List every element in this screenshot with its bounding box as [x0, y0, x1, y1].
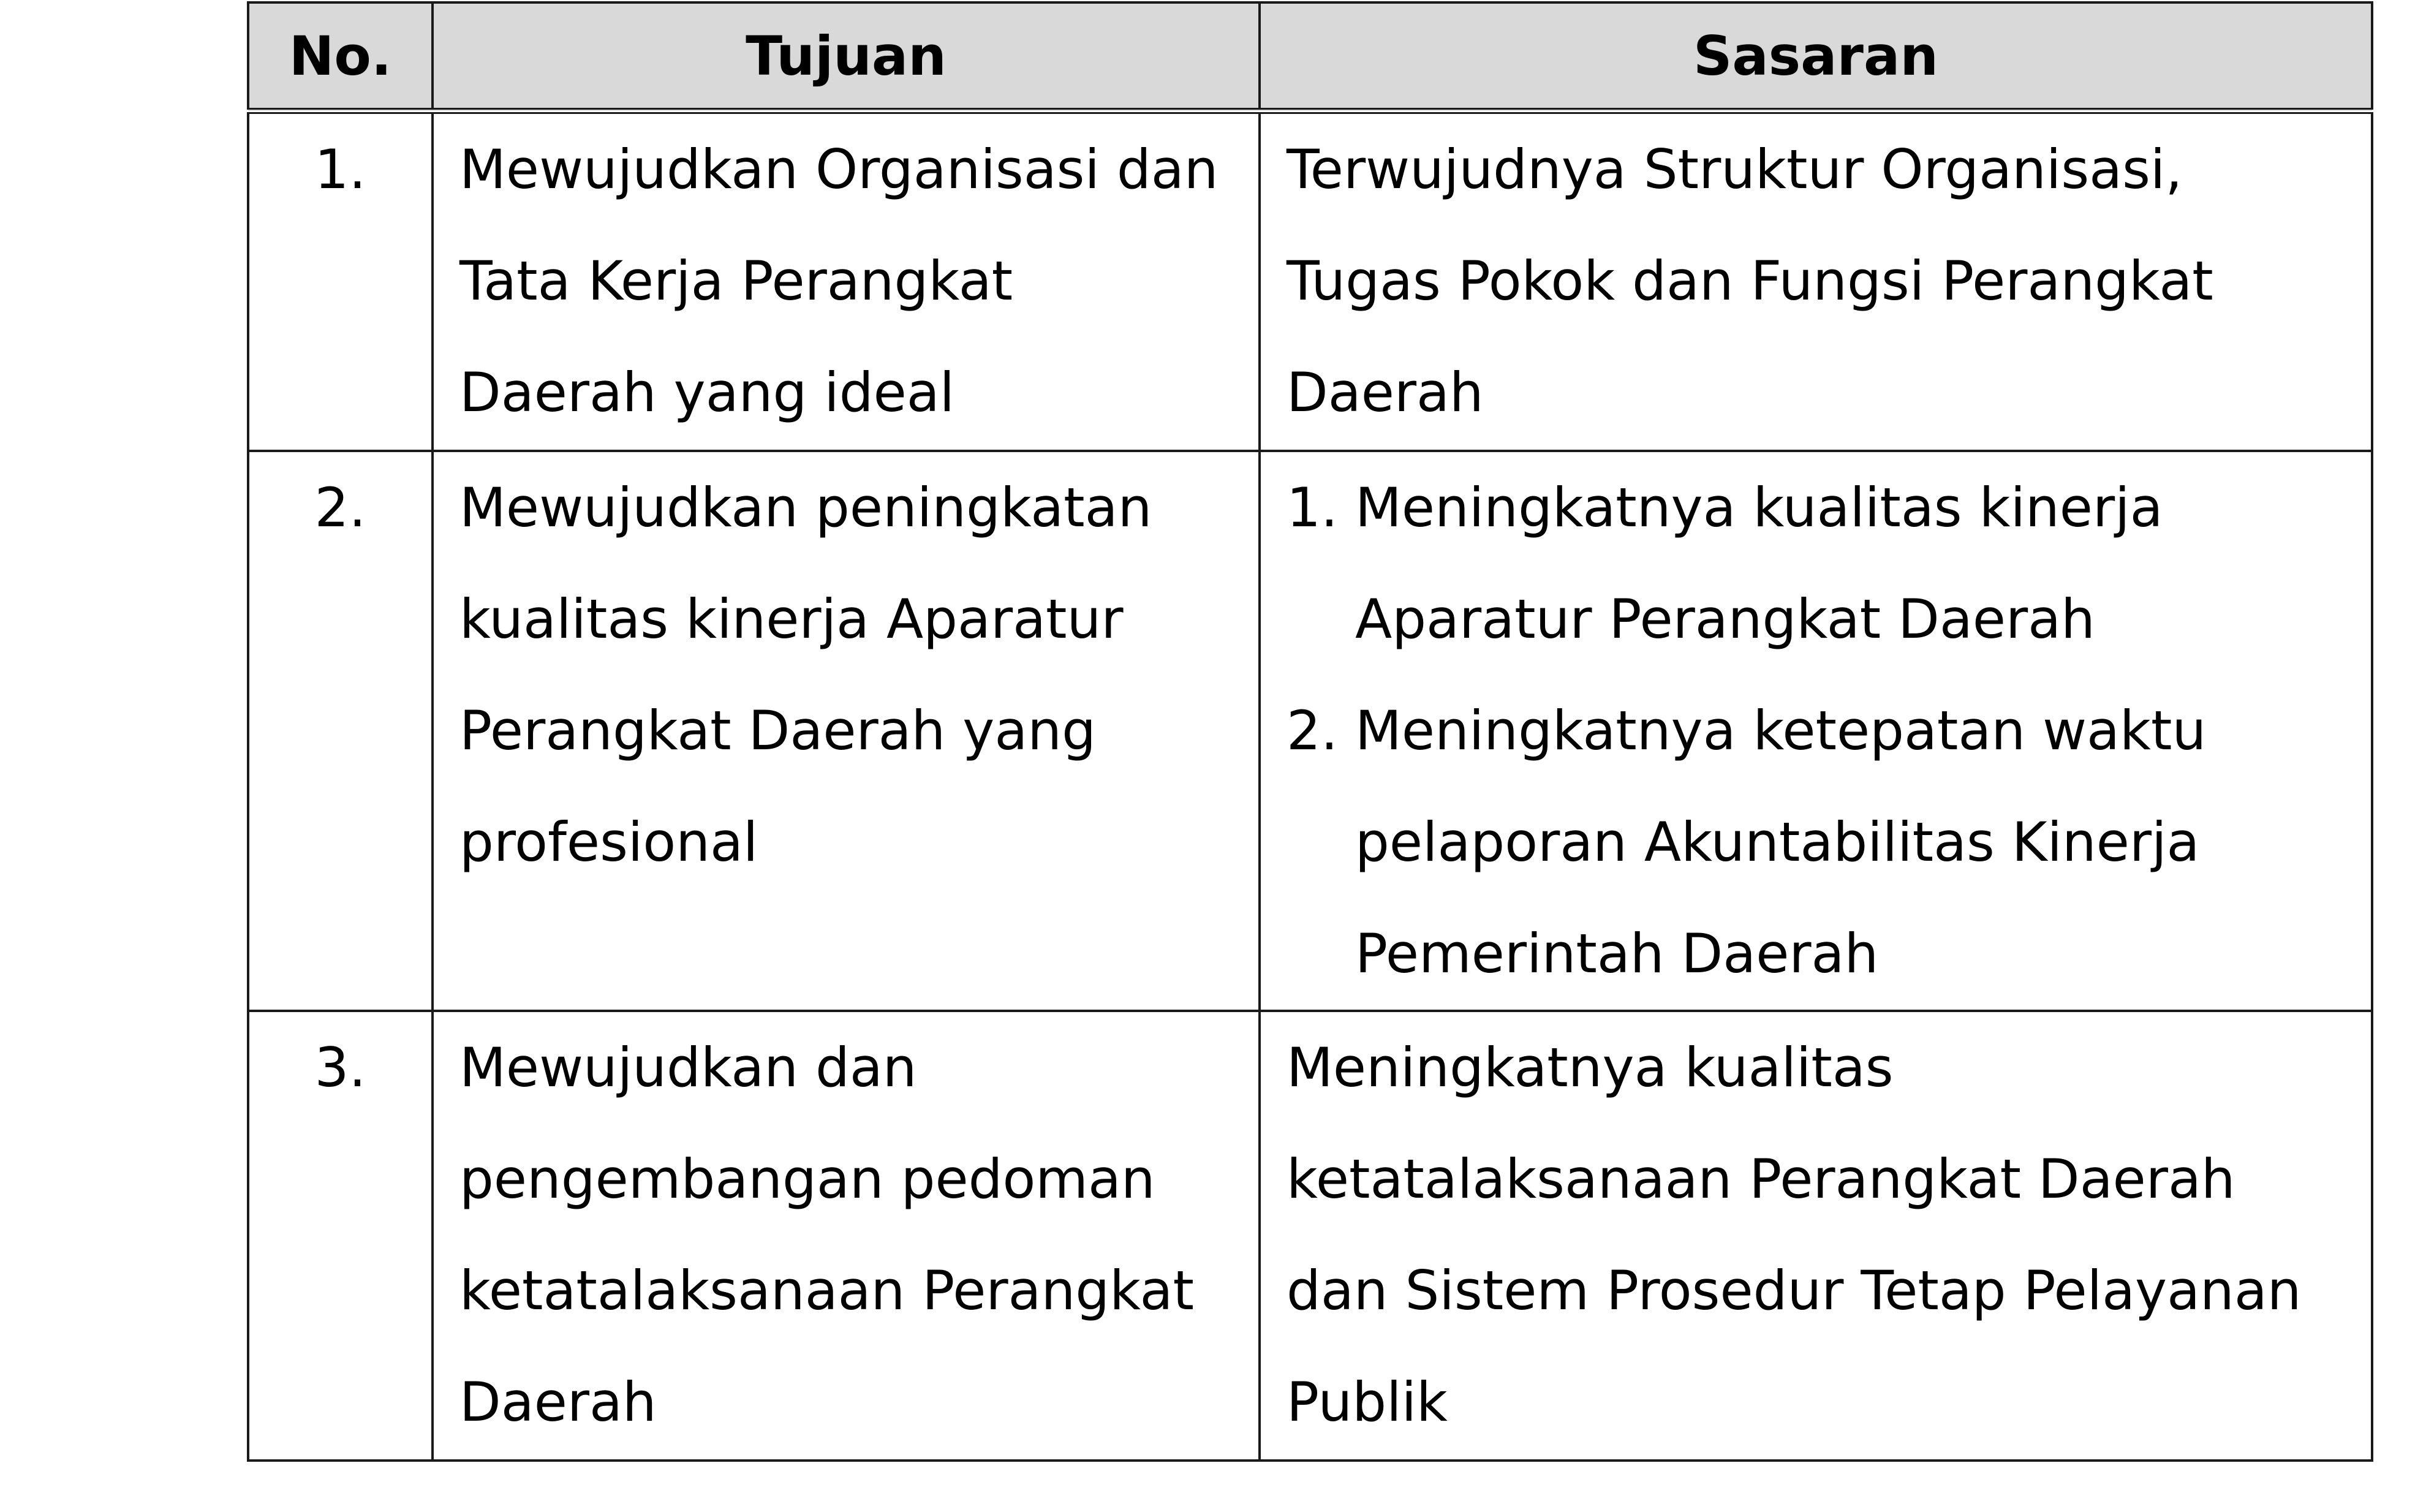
header-row	[248, 2, 2372, 111]
row-number: 1.	[314, 138, 366, 201]
tujuan-cell	[433, 451, 1260, 1011]
header-no: No.	[248, 2, 433, 111]
sasaran-item-number: 1.	[1287, 476, 1338, 539]
table-header	[248, 2, 2372, 111]
sasaran-list-wrapper	[1261, 452, 2371, 1010]
table-row	[248, 451, 2372, 1011]
table-row	[248, 1011, 2372, 1461]
tujuan-line: Daerah	[459, 1370, 657, 1434]
sasaran-line: Meningkatnya ketepatan waktu	[1355, 699, 2207, 762]
sasaran-line: Daerah	[1287, 361, 1484, 424]
sasaran-line: ketatalaksanaan Perangkat Daerah	[1287, 1147, 2235, 1211]
sasaran-line: Meningkatnya kualitas	[1287, 1036, 1894, 1099]
tujuan-line: kualitas kinerja Aparatur	[459, 588, 1124, 651]
tujuan-line: Mewujudkan Organisasi dan	[459, 138, 1219, 201]
tujuan-line: Mewujudkan peningkatan	[459, 476, 1152, 539]
sasaran-line: Aparatur Perangkat Daerah	[1355, 588, 2095, 651]
sasaran-item-text	[1355, 452, 2163, 675]
sasaran-text	[1261, 1012, 2371, 1458]
table-body	[248, 111, 2372, 1461]
sasaran-line: Meningkatnya kualitas kinerja	[1355, 476, 2163, 539]
row-number-cell	[248, 111, 433, 451]
tujuan-line: pengembangan pedoman	[459, 1147, 1155, 1211]
sasaran-cell	[1260, 111, 2372, 451]
sasaran-list	[1287, 452, 2359, 1010]
row-number-cell	[248, 451, 433, 1011]
sasaran-line: Terwujudnya Struktur Organisasi,	[1287, 138, 2183, 201]
row-number: 2.	[314, 476, 366, 539]
tujuan-text	[434, 452, 1258, 898]
sasaran-list-item	[1287, 675, 2359, 1010]
tujuan-line: Daerah yang ideal	[459, 361, 955, 424]
tujuan-cell	[433, 1011, 1260, 1461]
tujuan-sasaran-table	[247, 1, 2373, 1462]
tujuan-line: ketatalaksanaan Perangkat	[459, 1259, 1194, 1322]
row-number: 3.	[314, 1036, 366, 1099]
sasaran-line: Publik	[1287, 1370, 1448, 1434]
row-number-cell	[248, 1011, 433, 1461]
sasaran-line: pelaporan Akuntabilitas Kinerja	[1355, 811, 2200, 874]
tujuan-text	[434, 1012, 1258, 1458]
sasaran-line: dan Sistem Prosedur Tetap Pelayanan	[1287, 1259, 2302, 1322]
sasaran-text	[1261, 114, 2371, 448]
sasaran-line: Pemerintah Daerah	[1355, 922, 1879, 985]
tujuan-line: Tata Kerja Perangkat	[459, 249, 1013, 312]
header-tujuan: Tujuan	[433, 2, 1260, 111]
sasaran-item-text	[1355, 675, 2206, 1010]
sasaran-cell	[1260, 1011, 2372, 1461]
tujuan-line: Perangkat Daerah yang	[459, 699, 1096, 762]
table-row	[248, 111, 2372, 451]
tujuan-text	[434, 114, 1258, 448]
tujuan-cell	[433, 111, 1260, 451]
tujuan-line: Mewujudkan dan	[459, 1036, 917, 1099]
sasaran-item-number: 2.	[1287, 699, 1338, 762]
sasaran-cell	[1260, 451, 2372, 1011]
sasaran-line: Tugas Pokok dan Fungsi Perangkat	[1287, 249, 2213, 312]
header-sasaran: Sasaran	[1260, 2, 2372, 111]
tujuan-line: profesional	[459, 811, 758, 874]
sasaran-list-item	[1287, 452, 2359, 675]
